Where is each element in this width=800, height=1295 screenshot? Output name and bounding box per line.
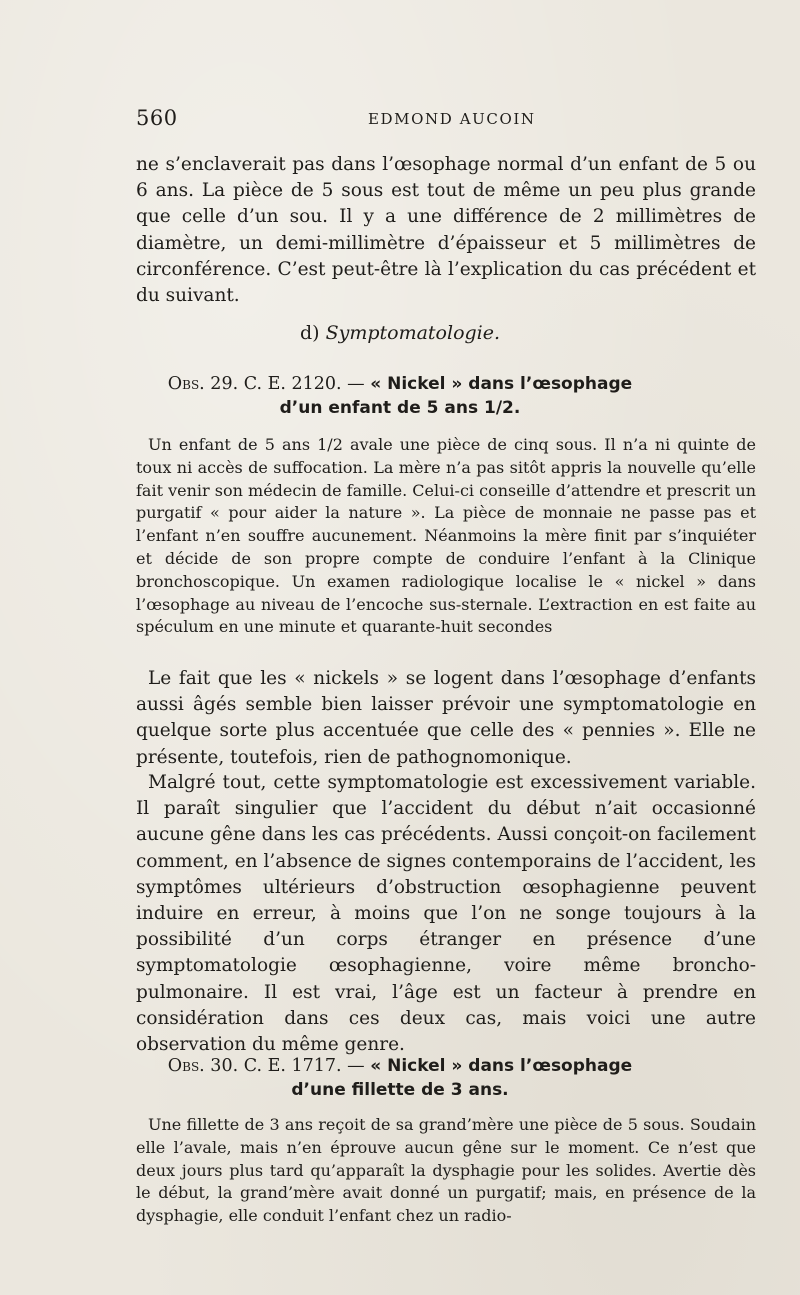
observation-29-title-line1: « Nickel » dans l’œsophage (370, 374, 633, 394)
observation-30-title-line1: « Nickel » dans l’œsophage (370, 1056, 633, 1076)
section-heading (0, 322, 800, 344)
page-header (136, 106, 756, 136)
running-head: EDMOND AUCOIN (368, 110, 536, 128)
observation-30-text: Une fillette de 3 ans reçoit de sa grand’mère une pièce de 5 sous. Soudain elle l’avale, mais n’en éprouve aucun gêne sur le moment. Ce n’est que deux jours plus tard qu’apparaît la dysphagie pour les solides. Avertie dès le début, la grand’mère avait donné un purgatif; mais, en présence de la dysphagie, elle conduit l’enfant chez un radio- (136, 1115, 756, 1226)
observation-30-heading (0, 1054, 800, 1102)
paragraph-discussion-2: Malgré tout, cette symptomatologie est excessivement variable. Il paraît singulier que l’accident du début n’ait occasionné aucune gêne dans les cas précédents. Aussi conçoit-on facilement comment, en l’absence de signes contemporains de l’accident, les symptômes ultérieurs d’obstruction œsophagienne peuvent induire en erreur, à moins que l’on ne songe toujours à la possibilité d’un corps étranger en présence d’une symptomatologie œsophagienne, voire même broncho-pulmonaire. Il est vrai, l’âge est un facteur à prendre en considération dans ces deux cas, mais voici une autre observation du même genre. (136, 772, 756, 1056)
paragraph-intro: ne s’enclaverait pas dans l’œsophage normal d’un enfant de 5 ou 6 ans. La pièce de 5 sous est tout de même un peu plus grande que celle d’un sou. Il y a une différence de 2 millimètres de diamètre, un demi-millimètre d’épaisseur et 5 millimètres de circonférence. C’est peut-être là l’explication du cas précédent et du suivant. (136, 154, 756, 307)
observation-29-title-line2: d’un enfant de 5 ans 1/2. (279, 398, 521, 418)
observation-29-text: Un enfant de 5 ans 1/2 avale une pièce de cinq sous. Il n’a ni quinte de toux ni accès de suffocation. La mère n’a pas sitôt appris la nouvelle qu’elle fait venir son médecin de famille. Celui-ci conseille d’attendre et prescrit un purgatif « pour aider la nature ». La pièce de monnaie ne passe pas et l’enfant n’en souffre aucunement. Néanmoins la mère finit par s’inquiéter et décide de son propre compte de conduire l’enfant à la Clinique bronchoscopique. Un examen radiologique localise le « nickel » dans l’œsophage au niveau de l’encoche sus-sternale. L’extraction en est faite au spéculum en une minute et quarante-huit secondes (136, 435, 756, 637)
observation-30-title-line2: d’une fillette de 3 ans. (291, 1080, 509, 1100)
observation-30-reference: Obs. 30. C. E. 1717. — (167, 1056, 371, 1076)
observation-29-reference: Obs. 29. C. E. 2120. — (167, 374, 371, 394)
section-letter: d) (299, 322, 320, 344)
page-number: 560 (136, 106, 178, 130)
paragraph-discussion-1: Le fait que les « nickels » se logent dans l’œsophage d’enfants aussi âgés semble bien laisser prévoir une symptomatologie en quelque sorte plus accentuée que celle des « pennies ». Elle ne présente, toutefois, rien de pathognomonique. (136, 668, 756, 768)
section-title: Symptomatologie. (325, 322, 501, 344)
observation-29-heading (0, 372, 800, 420)
